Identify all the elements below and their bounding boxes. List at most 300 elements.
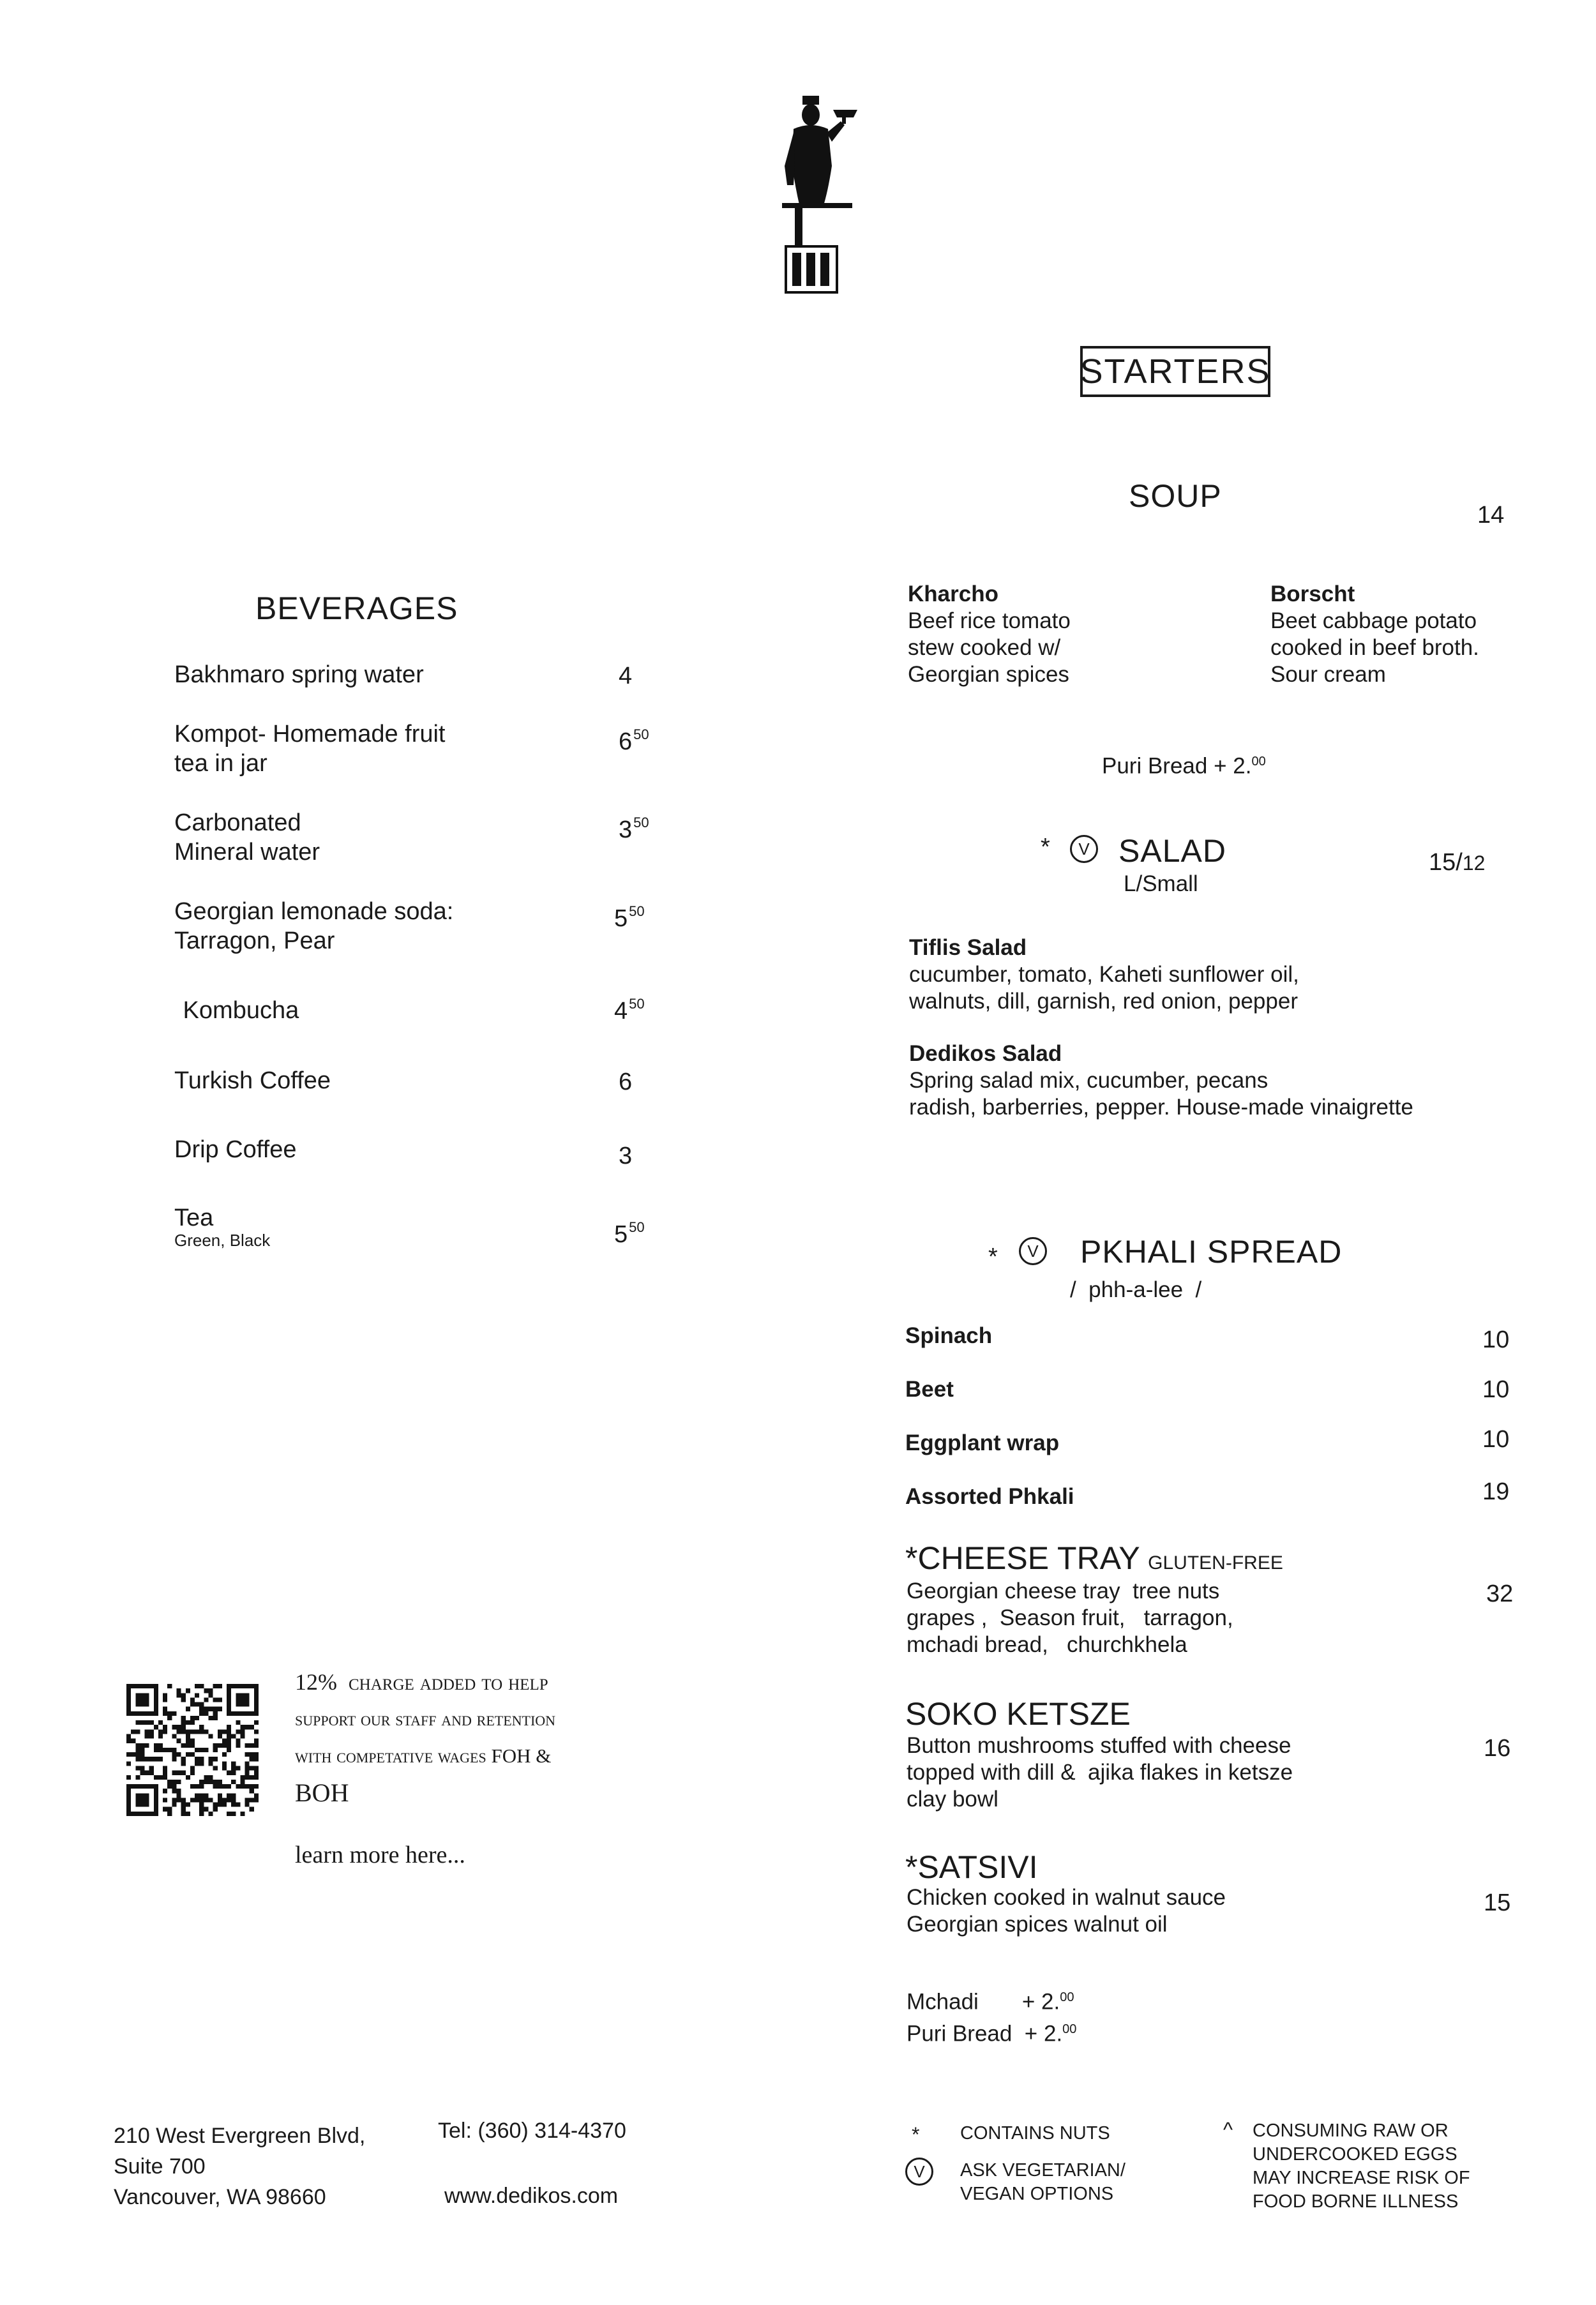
qr-module <box>177 1771 181 1775</box>
qr-module <box>199 1798 204 1802</box>
qr-module <box>254 1798 259 1802</box>
qr-module <box>227 1697 231 1702</box>
beverage-item-price: $4^{50}$ <box>614 996 645 1025</box>
vegetarian-legend-text: ASK VEGETARIAN/ VEGAN OPTIONS <box>960 2160 1125 2204</box>
qr-module <box>218 1734 222 1739</box>
qr-module <box>227 1702 231 1707</box>
satsivi-heading: *SATSIVI <box>905 1849 1038 1885</box>
qr-module <box>254 1793 259 1798</box>
qr-module <box>177 1780 181 1784</box>
qr-module <box>190 1697 195 1702</box>
qr-module <box>140 1743 144 1748</box>
qr-module <box>140 1752 144 1757</box>
starters-heading: STARTERS <box>1080 346 1270 397</box>
qr-module <box>195 1761 199 1766</box>
qr-module <box>140 1697 144 1702</box>
qr-module <box>199 1780 204 1784</box>
qr-module <box>240 1697 245 1702</box>
qr-module <box>154 1702 158 1707</box>
qr-module <box>154 1693 158 1697</box>
qr-module <box>177 1725 181 1729</box>
qr-module <box>126 1693 131 1697</box>
qr-module <box>126 1784 131 1789</box>
qr-module <box>163 1748 167 1752</box>
qr-module <box>181 1807 186 1812</box>
qr-module <box>236 1684 240 1688</box>
qr-module <box>190 1739 195 1743</box>
qr-module <box>172 1734 176 1739</box>
salad-item: Tiflis Salad cucumber, tomato, Kaheti sunflower oil, walnuts, dill, garnish, red onion, pepper <box>909 935 1299 1014</box>
qr-module <box>140 1720 144 1725</box>
qr-module <box>254 1707 259 1711</box>
qr-module <box>199 1711 204 1716</box>
qr-module <box>131 1752 135 1757</box>
qr-module <box>250 1798 254 1802</box>
qr-module <box>195 1702 199 1707</box>
qr-module <box>167 1748 172 1752</box>
qr-module <box>190 1784 195 1789</box>
qr-module <box>250 1757 254 1761</box>
qr-module <box>167 1807 172 1812</box>
beverage-item-price: $5^{50}$ <box>614 1219 645 1248</box>
qr-module <box>145 1793 149 1798</box>
qr-module <box>126 1734 131 1739</box>
qr-module <box>250 1711 254 1716</box>
soko-ketsze-heading: SOKO KETSZE <box>905 1696 1131 1732</box>
pkhali-item-price: 19 <box>1482 1478 1510 1505</box>
qr-module <box>181 1716 186 1720</box>
restaurant-address: 210 West Evergreen Blvd, Suite 700 Vancouver, WA 98660 <box>114 2124 366 2209</box>
qr-module <box>186 1775 190 1780</box>
qr-module <box>140 1693 144 1697</box>
beverage-item-price: 3 <box>619 1143 633 1169</box>
qr-module <box>181 1725 186 1729</box>
qr-module <box>181 1697 186 1702</box>
qr-module <box>163 1798 167 1802</box>
qr-module <box>208 1693 213 1697</box>
qr-module <box>204 1807 208 1812</box>
qr-module <box>167 1716 172 1720</box>
qr-module <box>199 1761 204 1766</box>
qr-module <box>222 1766 227 1770</box>
qr-module <box>195 1784 199 1789</box>
qr-module <box>236 1702 240 1707</box>
qr-module <box>163 1729 167 1734</box>
qr-module <box>158 1743 163 1748</box>
qr-module <box>199 1757 204 1761</box>
qr-module <box>186 1688 190 1693</box>
qr-module <box>158 1775 163 1780</box>
qr-module <box>190 1771 195 1775</box>
qr-module <box>254 1702 259 1707</box>
qr-module <box>250 1743 254 1748</box>
qr-module <box>204 1729 208 1734</box>
qr-module <box>145 1734 149 1739</box>
qr-module <box>126 1798 131 1802</box>
qr-module <box>245 1761 250 1766</box>
qr-module <box>250 1752 254 1757</box>
qr-module <box>195 1798 199 1802</box>
phone-number[interactable]: Tel: (360) 314-4370 <box>438 2119 626 2143</box>
qr-module <box>213 1743 218 1748</box>
qr-module <box>186 1720 190 1725</box>
qr-module <box>158 1757 163 1761</box>
qr-module <box>167 1780 172 1784</box>
pkhali-item-name: Beet <box>905 1377 954 1402</box>
qr-module <box>236 1766 240 1770</box>
qr-module <box>250 1807 254 1812</box>
qr-module <box>172 1798 176 1802</box>
qr-module <box>154 1798 158 1802</box>
raw-egg-legend-marker: ^ <box>1223 2118 1233 2141</box>
qr-module <box>163 1775 167 1780</box>
qr-module <box>199 1729 204 1734</box>
qr-module <box>186 1803 190 1807</box>
qr-module <box>172 1789 176 1793</box>
qr-module <box>195 1793 199 1798</box>
qr-module <box>126 1739 131 1743</box>
qr-module <box>204 1793 208 1798</box>
qr-module <box>158 1734 163 1739</box>
soup-item: Borscht Beet cabbage potato cooked in beef broth. Sour cream <box>1270 582 1479 687</box>
qr-module <box>145 1798 149 1802</box>
soup-addon: Puri Bread + 2.00 <box>1102 753 1266 779</box>
qr-module <box>204 1798 208 1802</box>
qr-module <box>131 1711 135 1716</box>
qr-module <box>154 1688 158 1693</box>
qr-module <box>240 1684 245 1688</box>
qr-module <box>204 1707 208 1711</box>
qr-module <box>126 1697 131 1702</box>
qr-module <box>245 1711 250 1716</box>
qr-module <box>231 1684 236 1688</box>
qr-module <box>250 1684 254 1688</box>
qr-module <box>254 1720 259 1725</box>
qr-module <box>222 1798 227 1802</box>
qr-module <box>195 1693 199 1697</box>
qr-module <box>195 1729 199 1734</box>
qr-module <box>208 1761 213 1766</box>
qr-module <box>149 1684 154 1688</box>
qr-module <box>240 1784 245 1789</box>
qr-module <box>231 1766 236 1770</box>
qr-module <box>126 1775 131 1780</box>
qr-module <box>204 1775 208 1780</box>
qr-module <box>208 1775 213 1780</box>
qr-module <box>177 1693 181 1697</box>
qr-module <box>208 1812 213 1816</box>
learn-more-link[interactable]: learn more here... <box>295 1842 465 1868</box>
qr-module <box>195 1757 199 1761</box>
qr-module <box>181 1729 186 1734</box>
qr-module <box>163 1697 167 1702</box>
qr-module <box>204 1748 208 1752</box>
qr-module <box>163 1789 167 1793</box>
qr-module <box>240 1734 245 1739</box>
qr-module <box>186 1752 190 1757</box>
qr-module <box>195 1716 199 1720</box>
qr-module <box>250 1784 254 1789</box>
qr-module <box>245 1743 250 1748</box>
vegetarian-legend-icon: V <box>905 2158 933 2186</box>
beverage-item-name: Bakhmaro spring water <box>174 661 424 688</box>
qr-module <box>145 1684 149 1688</box>
salad-size-label: L/Small <box>1124 871 1198 896</box>
qr-module <box>154 1775 158 1780</box>
qr-module <box>254 1693 259 1697</box>
qr-module <box>199 1803 204 1807</box>
qr-module <box>199 1807 204 1812</box>
qr-module <box>145 1812 149 1816</box>
qr-module <box>231 1780 236 1784</box>
qr-module <box>245 1752 250 1757</box>
qr-module <box>227 1739 231 1743</box>
qr-module <box>154 1711 158 1716</box>
qr-module <box>126 1793 131 1798</box>
qr-module <box>163 1807 167 1812</box>
qr-module <box>254 1784 259 1789</box>
qr-module <box>199 1702 204 1707</box>
qr-module <box>254 1743 259 1748</box>
qr-module <box>177 1729 181 1734</box>
qr-module <box>236 1729 240 1734</box>
qr-module <box>240 1775 245 1780</box>
qr-module <box>190 1743 195 1748</box>
qr-module <box>199 1812 204 1816</box>
qr-module <box>231 1771 236 1775</box>
beverage-item-name: Tea <box>174 1205 214 1231</box>
soup-heading: SOUP <box>1129 478 1222 514</box>
qr-module <box>145 1711 149 1716</box>
qr-module <box>222 1752 227 1757</box>
qr-module <box>140 1784 144 1789</box>
qr-module <box>245 1798 250 1802</box>
qr-module <box>213 1757 218 1761</box>
qr-module <box>158 1748 163 1752</box>
raw-egg-warning: CONSUMING RAW OR UNDERCOOKED EGGS MAY INCREASE RISK OF FOOD BORNE ILLNESS <box>1253 2121 1470 2212</box>
qr-module <box>131 1729 135 1734</box>
beverage-item-name: Kompot- Homemade fruit tea in jar <box>174 721 446 777</box>
qr-module <box>218 1784 222 1789</box>
qr-module <box>140 1748 144 1752</box>
qr-module <box>236 1720 240 1725</box>
qr-module <box>199 1784 204 1789</box>
qr-module <box>231 1793 236 1798</box>
beverage-item-subtitle: Green, Black <box>174 1231 271 1250</box>
qr-module <box>222 1761 227 1766</box>
qr-module <box>213 1697 218 1702</box>
qr-module <box>172 1803 176 1807</box>
website-link[interactable]: www.dedikos.com <box>444 2184 619 2208</box>
qr-module <box>254 1697 259 1702</box>
qr-module <box>158 1729 163 1734</box>
soko-ketsze-description: Button mushrooms stuffed with cheese topped with dill & ajika flakes in ketsze clay bowl <box>907 1733 1293 1812</box>
qr-module <box>177 1793 181 1798</box>
qr-module <box>231 1798 236 1802</box>
qr-module <box>227 1711 231 1716</box>
qr-module <box>145 1720 149 1725</box>
qr-module <box>172 1752 176 1757</box>
qr-module <box>213 1784 218 1789</box>
salad-heading: SALAD <box>1118 833 1226 869</box>
qr-module <box>135 1711 140 1716</box>
qr-module <box>135 1775 140 1780</box>
qr-module <box>236 1711 240 1716</box>
qr-module <box>131 1684 135 1688</box>
qr-module <box>218 1684 222 1688</box>
qr-module <box>149 1720 154 1725</box>
qr-module <box>145 1743 149 1748</box>
qr-module <box>126 1812 131 1816</box>
qr-module <box>172 1784 176 1789</box>
qr-module <box>140 1798 144 1802</box>
qr-module <box>254 1711 259 1716</box>
qr-module <box>149 1771 154 1775</box>
qr-module <box>149 1812 154 1816</box>
qr-module <box>181 1720 186 1725</box>
qr-module <box>227 1812 231 1816</box>
qr-module <box>204 1688 208 1693</box>
qr-module <box>177 1739 181 1743</box>
qr-module <box>154 1743 158 1748</box>
qr-module <box>218 1793 222 1798</box>
qr-module <box>154 1784 158 1789</box>
qr-module <box>167 1784 172 1789</box>
qr-module <box>245 1803 250 1807</box>
qr-module <box>140 1803 144 1807</box>
qr-module <box>245 1771 250 1775</box>
qr-module <box>204 1697 208 1702</box>
soko-ketsze-price: 16 <box>1484 1735 1511 1762</box>
qr-module <box>177 1752 181 1757</box>
qr-module <box>213 1766 218 1770</box>
qr-module <box>213 1780 218 1784</box>
qr-module <box>240 1711 245 1716</box>
qr-module <box>222 1729 227 1734</box>
qr-module <box>218 1697 222 1702</box>
beverage-item-name: Drip Coffee <box>174 1136 297 1163</box>
qr-module <box>140 1684 144 1688</box>
qr-module <box>126 1807 131 1812</box>
qr-module <box>140 1711 144 1716</box>
qr-module <box>154 1707 158 1711</box>
beverage-item-price: $3^{50}$ <box>619 815 649 843</box>
restaurant-logo <box>769 96 859 294</box>
qr-module <box>208 1798 213 1802</box>
pkhali-item-name: Eggplant wrap <box>905 1430 1060 1455</box>
qr-module <box>126 1789 131 1793</box>
beverage-item-price: 4 <box>619 663 633 689</box>
qr-module <box>240 1812 245 1816</box>
qr-module <box>154 1748 158 1752</box>
cheese-tray-heading: *CHEESE TRAY GLUTEN-FREE <box>905 1540 1283 1576</box>
qr-module <box>167 1812 172 1816</box>
qr-module <box>199 1748 204 1752</box>
qr-module <box>227 1688 231 1693</box>
qr-module <box>149 1734 154 1739</box>
qr-module <box>181 1803 186 1807</box>
qr-module <box>172 1780 176 1784</box>
cheese-tray-price: 32 <box>1486 1580 1514 1607</box>
qr-module <box>236 1739 240 1743</box>
qr-module <box>149 1729 154 1734</box>
pkhali-item-price: 10 <box>1482 1426 1510 1453</box>
qr-module <box>172 1711 176 1716</box>
qr-module <box>149 1757 154 1761</box>
qr-module <box>145 1693 149 1697</box>
qr-module <box>190 1720 195 1725</box>
qr-module <box>213 1711 218 1716</box>
cheese-tray-description: Georgian cheese tray tree nuts grapes , Season fruit, tarragon, mchadi bread, churchkhela <box>907 1579 1233 1657</box>
qr-module <box>154 1807 158 1812</box>
qr-module <box>135 1697 140 1702</box>
qr-module <box>135 1693 140 1697</box>
pkhali-item-price: 10 <box>1482 1326 1510 1353</box>
qr-module <box>154 1789 158 1793</box>
qr-module <box>222 1803 227 1807</box>
qr-module <box>154 1803 158 1807</box>
qr-module <box>227 1734 231 1739</box>
qr-module <box>236 1784 240 1789</box>
qr-module <box>172 1757 176 1761</box>
qr-module <box>218 1707 222 1711</box>
qr-module <box>190 1702 195 1707</box>
qr-module <box>254 1775 259 1780</box>
qr-module <box>245 1784 250 1789</box>
beverages-heading: BEVERAGES <box>255 590 458 626</box>
qr-module <box>245 1775 250 1780</box>
qr-module <box>236 1693 240 1697</box>
beverage-item-price: $5^{50}$ <box>614 903 645 932</box>
qr-module <box>145 1803 149 1807</box>
qr-module <box>126 1761 131 1766</box>
qr-code[interactable] <box>126 1684 259 1816</box>
qr-module <box>145 1771 149 1775</box>
qr-module <box>208 1780 213 1784</box>
qr-module <box>145 1697 149 1702</box>
qr-module <box>126 1803 131 1807</box>
qr-module <box>149 1784 154 1789</box>
qr-module <box>227 1748 231 1752</box>
qr-module <box>177 1789 181 1793</box>
qr-module <box>190 1716 195 1720</box>
qr-module <box>245 1684 250 1688</box>
qr-module <box>254 1771 259 1775</box>
pkhali-heading: PKHALI SPREAD <box>1080 1234 1343 1270</box>
pkhali-pronunciation: / phh-a-lee / <box>1070 1277 1202 1302</box>
satsivi-price: 15 <box>1484 1889 1511 1916</box>
nuts-marker: * <box>988 1243 998 1270</box>
qr-module <box>126 1702 131 1707</box>
qr-module <box>140 1793 144 1798</box>
qr-module <box>213 1684 218 1688</box>
qr-module <box>140 1771 144 1775</box>
qr-module <box>190 1729 195 1734</box>
qr-module <box>135 1748 140 1752</box>
qr-module <box>140 1757 144 1761</box>
qr-module <box>163 1771 167 1775</box>
salad-item: Dedikos Salad Spring salad mix, cucumber, pecans radish, barberries, pepper. House-made vinaigrette <box>909 1041 1413 1120</box>
qr-module <box>145 1757 149 1761</box>
qr-module <box>245 1766 250 1770</box>
vegetarian-icon: V <box>1070 835 1098 863</box>
qr-module <box>186 1739 190 1743</box>
qr-module <box>135 1803 140 1807</box>
qr-module <box>140 1812 144 1816</box>
qr-module <box>254 1766 259 1770</box>
qr-module <box>227 1729 231 1734</box>
qr-module <box>140 1766 144 1770</box>
